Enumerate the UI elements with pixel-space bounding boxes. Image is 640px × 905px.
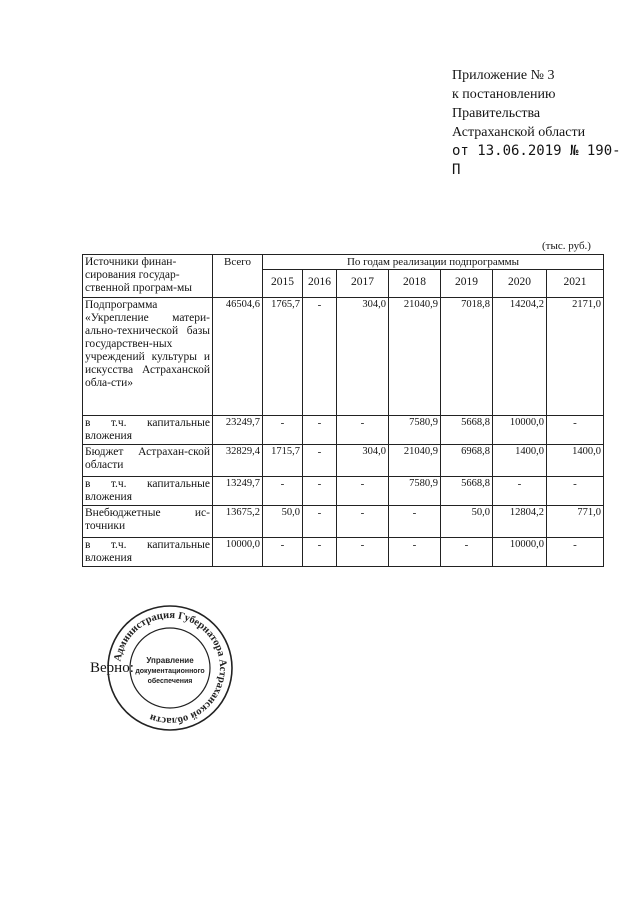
cell-2019: - xyxy=(441,538,493,567)
row-total: 13675,2 xyxy=(213,506,263,538)
table-body xyxy=(83,298,604,567)
year-header-2015: 2015 xyxy=(263,270,303,298)
official-seal xyxy=(105,603,235,738)
year-header-2017: 2017 xyxy=(337,270,389,298)
cell-2015: - xyxy=(263,538,303,567)
cell-2015: - xyxy=(263,477,303,506)
table-row xyxy=(83,416,604,445)
cell-2021: 2171,0 xyxy=(547,298,604,416)
cell-2015: 50,0 xyxy=(263,506,303,538)
cell-2017: - xyxy=(337,538,389,567)
cell-2018: - xyxy=(389,538,441,567)
cell-2021: - xyxy=(547,538,604,567)
row-total: 32829,4 xyxy=(213,445,263,477)
table-row xyxy=(83,477,604,506)
row-source: в т.ч. капитальные вложения xyxy=(83,538,213,567)
year-header-2016: 2016 xyxy=(303,270,337,298)
cell-2018: 7580,9 xyxy=(389,477,441,506)
cell-2019: 6968,8 xyxy=(441,445,493,477)
resolution-date-number: от 13.06.2019 № 190-П xyxy=(452,143,621,178)
cell-2019: 5668,8 xyxy=(441,477,493,506)
cell-2019: 50,0 xyxy=(441,506,493,538)
row-total: 46504,6 xyxy=(213,298,263,416)
row-source: Внебюджетные ис-точники xyxy=(83,506,213,538)
year-header-2020: 2020 xyxy=(493,270,547,298)
cell-2021: - xyxy=(547,416,604,445)
cell-2016: - xyxy=(303,477,337,506)
cell-2020: - xyxy=(493,477,547,506)
header-total: Всего xyxy=(213,255,263,298)
year-header-2019: 2019 xyxy=(441,270,493,298)
cell-2020: 10000,0 xyxy=(493,538,547,567)
appendix-number: Приложение № 3 xyxy=(452,68,555,83)
cell-2018: - xyxy=(389,506,441,538)
seal-ring-text: Администрация Губернатора Астраханской области xyxy=(112,609,229,727)
cell-2021: 1400,0 xyxy=(547,445,604,477)
cell-2016: - xyxy=(303,538,337,567)
cell-2016: - xyxy=(303,445,337,477)
cell-2016: - xyxy=(303,506,337,538)
cell-2016: - xyxy=(303,416,337,445)
cell-2018: 21040,9 xyxy=(389,298,441,416)
cell-2016: - xyxy=(303,298,337,416)
year-header-2021: 2021 xyxy=(547,270,604,298)
seal-center-line1: Управление xyxy=(146,656,194,665)
document-header xyxy=(452,66,627,180)
row-total: 10000,0 xyxy=(213,538,263,567)
cell-2019: 5668,8 xyxy=(441,416,493,445)
row-source: в т.ч. капитальные вложения xyxy=(83,477,213,506)
cell-2018: 21040,9 xyxy=(389,445,441,477)
table-row xyxy=(83,298,604,416)
cell-2021: - xyxy=(547,477,604,506)
to-resolution: к постановлению xyxy=(452,87,556,102)
certified-label: Верно: xyxy=(90,660,134,676)
table-row xyxy=(83,445,604,477)
cell-2019: 7018,8 xyxy=(441,298,493,416)
cell-2015: 1765,7 xyxy=(263,298,303,416)
header-source: Источники финан-сирования государ-ственной програм-мы xyxy=(83,255,213,298)
funding-table xyxy=(82,254,604,567)
cell-2020: 1400,0 xyxy=(493,445,547,477)
cell-2020: 14204,2 xyxy=(493,298,547,416)
cell-2017: - xyxy=(337,506,389,538)
cell-2017: 304,0 xyxy=(337,298,389,416)
row-source: Подпрограмма «Укрепление матери-ально-технической базы государствен-ных учреждений культуры и искусства Астраханской обла-сти» xyxy=(83,298,213,416)
seal-center-line3: обеспечения xyxy=(147,678,193,685)
cell-2017: - xyxy=(337,416,389,445)
table-row xyxy=(83,506,604,538)
row-total: 13249,7 xyxy=(213,477,263,506)
year-header-2018: 2018 xyxy=(389,270,441,298)
row-total: 23249,7 xyxy=(213,416,263,445)
table-row xyxy=(83,538,604,567)
cell-2015: - xyxy=(263,416,303,445)
row-source: в т.ч. капитальные вложения xyxy=(83,416,213,445)
cell-2020: 12804,2 xyxy=(493,506,547,538)
seal-center-line2: документационного xyxy=(135,668,205,675)
region-name: Астраханской области xyxy=(452,125,586,140)
row-source: Бюджет Астрахан-ской области xyxy=(83,445,213,477)
cell-2020: 10000,0 xyxy=(493,416,547,445)
cell-2018: 7580,9 xyxy=(389,416,441,445)
units-label: (тыс. руб.) xyxy=(542,240,591,252)
cell-2017: 304,0 xyxy=(337,445,389,477)
header-years: По годам реализации подпрограммы xyxy=(263,255,604,270)
cell-2021: 771,0 xyxy=(547,506,604,538)
cell-2017: - xyxy=(337,477,389,506)
cell-2015: 1715,7 xyxy=(263,445,303,477)
government: Правительства xyxy=(452,106,541,121)
